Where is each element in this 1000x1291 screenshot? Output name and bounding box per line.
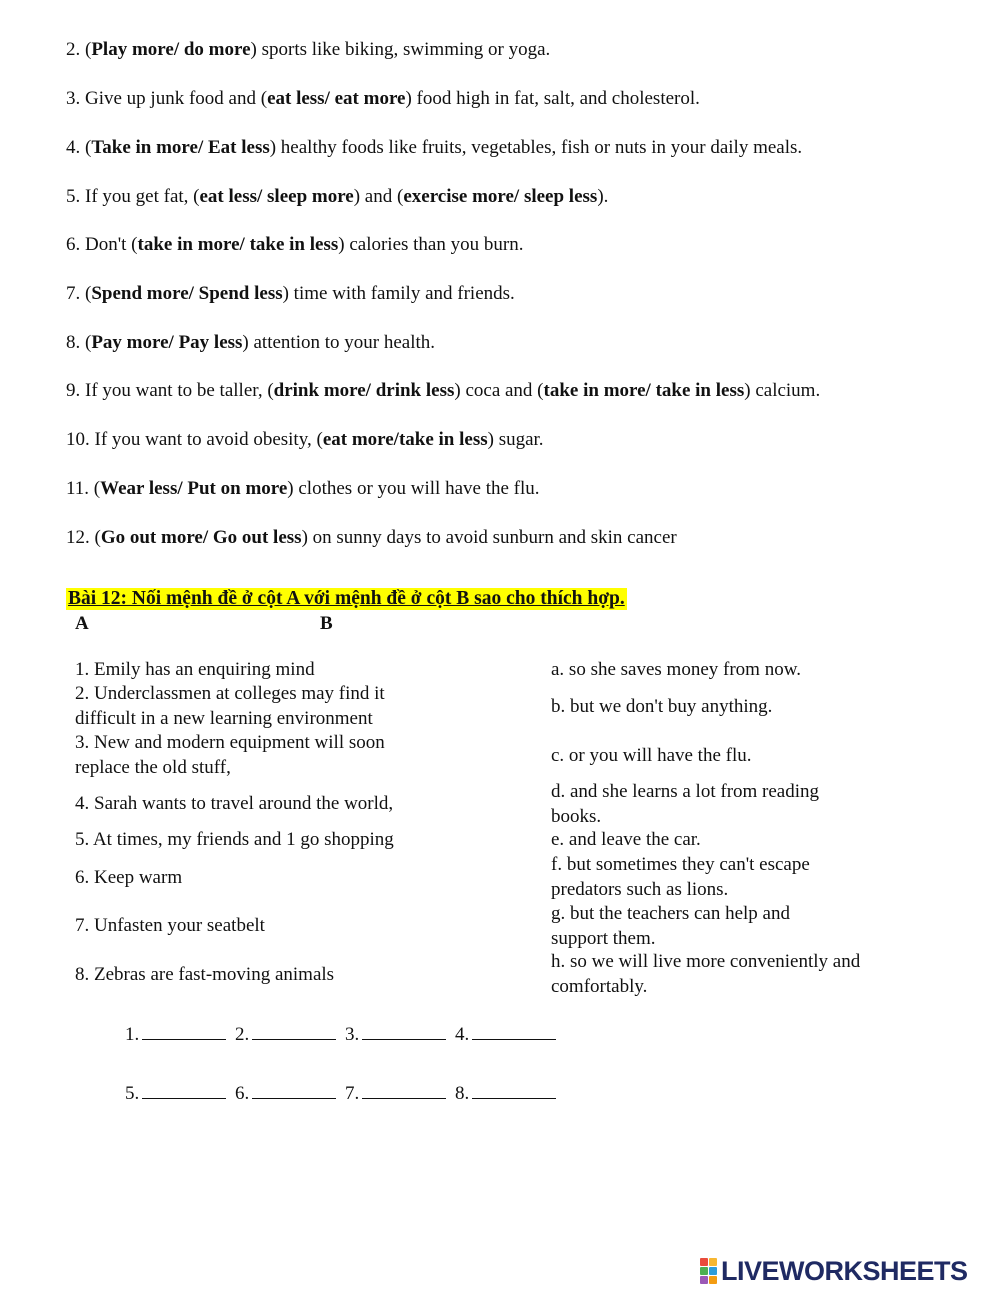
- column-b-item-d: d. and she learns a lot from reading books.: [551, 781, 820, 827]
- column-a-item-7: 7. Unfasten your seatbelt: [75, 915, 265, 936]
- column-b-item-a: a. so she saves money from now.: [551, 659, 801, 680]
- choice-option: take in more/ take in less: [543, 380, 745, 401]
- choice-option: Play more/ do more: [91, 39, 251, 60]
- question-3: [66, 89, 700, 108]
- answer-blank-3[interactable]: [362, 1023, 446, 1040]
- column-a-item-3: 3. New and modern equipment will soon replace the old stuff,: [75, 732, 385, 778]
- question-text: 7. (: [66, 283, 92, 304]
- column-b-item-f: f. but sometimes they can't escape predators such as lions.: [551, 854, 810, 900]
- question-10: [66, 430, 544, 449]
- choice-option: eat more/take in less: [322, 429, 488, 450]
- question-text: 5. If you get fat, (: [66, 186, 200, 207]
- column-b-item-b: b. but we don't buy anything.: [551, 696, 773, 717]
- question-text: ) clothes or you will have the flu.: [287, 478, 540, 499]
- question-text: ) healthy foods like fruits, vegetables, fish or nuts in your daily meals.: [269, 137, 803, 158]
- answer-label: 2.: [235, 1024, 250, 1045]
- column-a-item-4: 4. Sarah wants to travel around the world,: [75, 793, 394, 814]
- choice-option: Pay more/ Pay less: [91, 332, 243, 353]
- answer-label: 3.: [345, 1024, 360, 1045]
- question-text: 4. (: [66, 137, 92, 158]
- answer-blank-6[interactable]: [252, 1082, 336, 1099]
- liveworksheets-logo[interactable]: [700, 1256, 968, 1286]
- question-text: ) attention to your health.: [242, 332, 436, 353]
- logo-square: [709, 1276, 717, 1284]
- question-6: [66, 235, 523, 254]
- question-text: ).: [597, 186, 609, 207]
- answer-blank-1[interactable]: [142, 1023, 226, 1040]
- question-text: ) on sunny days to avoid sunburn and skin cancer: [301, 527, 677, 548]
- choice-option: eat less/ eat more: [267, 88, 406, 109]
- answer-row-1: [125, 1023, 560, 1044]
- choice-option: drink more/ drink less: [273, 380, 455, 401]
- column-b-item-c: c. or you will have the flu.: [551, 745, 752, 766]
- question-text: 9. If you want to be taller, (: [66, 380, 274, 401]
- column-a-item-1: 1. Emily has an enquiring mind: [75, 659, 315, 680]
- question-text: ) coca and (: [454, 380, 544, 401]
- answer-row-2: [125, 1082, 560, 1103]
- column-a-item-6: 6. Keep warm: [75, 867, 183, 888]
- question-text: ) food high in fat, salt, and cholesterol.: [405, 88, 700, 109]
- question-text: 8. (: [66, 332, 92, 353]
- question-2: [66, 40, 550, 59]
- answer-blank-7[interactable]: [362, 1082, 446, 1099]
- choice-option: Go out more/ Go out less: [100, 527, 302, 548]
- question-text: 12. (: [66, 527, 101, 548]
- question-text: ) sugar.: [487, 429, 544, 450]
- column-a-item-8: 8. Zebras are fast-moving animals: [75, 964, 335, 985]
- question-8: [66, 333, 435, 352]
- question-text: 11. (: [66, 478, 101, 499]
- choice-option: Take in more/ Eat less: [91, 137, 270, 158]
- choice-option: Wear less/ Put on more: [100, 478, 288, 499]
- column-a-item-5: 5. At times, my friends and 1 go shopping: [75, 829, 394, 850]
- question-text: 2. (: [66, 39, 92, 60]
- choice-option: Spend more/ Spend less: [91, 283, 283, 304]
- column-a-label: A: [75, 613, 89, 634]
- brand-name: LIVEWORKSHEETS: [721, 1255, 968, 1286]
- question-text: ) calcium.: [744, 380, 821, 401]
- answer-label: 6.: [235, 1083, 250, 1104]
- question-text: ) and (: [353, 186, 404, 207]
- question-text: 3. Give up junk food and (: [66, 88, 268, 109]
- answer-label: 5.: [125, 1083, 140, 1104]
- question-text: 6. Don't (: [66, 234, 138, 255]
- question-12: [66, 528, 677, 547]
- answer-label: 7.: [345, 1083, 360, 1104]
- section-title: Bài 12: Nối mệnh đề ở cột A với mệnh đề ở cột B sao cho thích hợp.: [68, 588, 625, 609]
- question-text: ) time with family and friends.: [282, 283, 515, 304]
- answer-blank-8[interactable]: [472, 1082, 556, 1099]
- logo-square: [709, 1258, 717, 1266]
- column-a-item-2: 2. Underclassmen at colleges may find it difficult in a new learning environment: [75, 683, 385, 729]
- answer-label: 4.: [455, 1024, 470, 1045]
- logo-square: [709, 1267, 717, 1275]
- question-4: [66, 138, 802, 157]
- logo-square: [700, 1267, 708, 1275]
- answer-label: 1.: [125, 1024, 140, 1045]
- answer-blank-2[interactable]: [252, 1023, 336, 1040]
- question-text: 10. If you want to avoid obesity, (: [66, 429, 323, 450]
- column-b-label: B: [320, 613, 333, 634]
- choice-option: take in more/ take in less: [137, 234, 339, 255]
- answer-blank-4[interactable]: [472, 1023, 556, 1040]
- choice-option: eat less/ sleep more: [199, 186, 354, 207]
- answer-blank-5[interactable]: [142, 1082, 226, 1099]
- logo-square: [700, 1276, 708, 1284]
- question-text: ) calories than you burn.: [338, 234, 524, 255]
- liveworksheets-logo-icon: [700, 1258, 717, 1284]
- answer-label: 8.: [455, 1083, 470, 1104]
- question-text: ) sports like biking, swimming or yoga.: [250, 39, 551, 60]
- question-11: [66, 479, 540, 498]
- question-9: [66, 381, 820, 400]
- column-b-item-e: e. and leave the car.: [551, 829, 701, 850]
- question-5: [66, 187, 608, 206]
- question-7: [66, 284, 515, 303]
- choice-option: exercise more/ sleep less: [403, 186, 598, 207]
- column-b-item-g: g. but the teachers can help and support them.: [551, 903, 790, 949]
- logo-square: [700, 1258, 708, 1266]
- column-b-item-h: h. so we will live more conveniently and comfortably.: [551, 951, 861, 997]
